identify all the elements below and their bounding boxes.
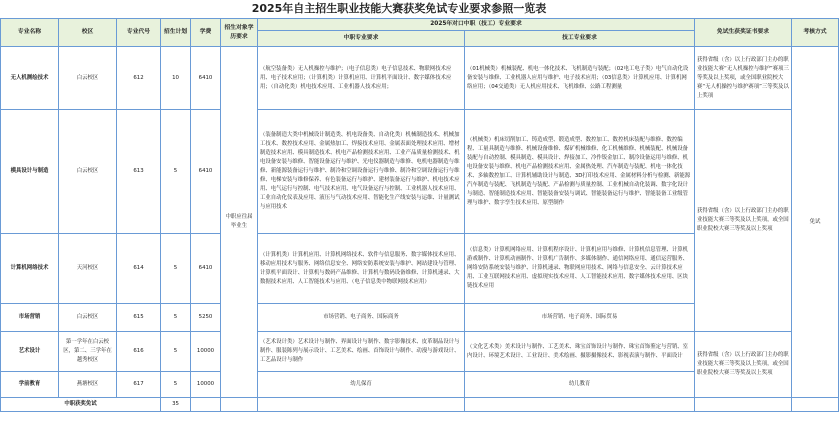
- total-label: 中职获奖免试: [1, 398, 161, 412]
- zhongzhi-cell: （计算机类）计算机应用、计算机网络技术、软件与信息服务、数字媒体技术应用、移动应用技术与服务、网络信息安全、网络安防系统安装与维护、网站建设与管理、计算机平面设计、计算机与数码产品维修、计算机与数码设备维修、计算机速录、大数据技术应用、人工智能技术与应用、（电子信息类中物联网技术应用）: [258, 234, 465, 304]
- header-edu: 招生对象学历要求: [221, 19, 258, 47]
- campus-cell: 燕塘校区: [59, 372, 117, 398]
- zhongzhi-cell: 市场营销、电子商务、国际商务: [258, 304, 465, 332]
- header-zhongzhi: 中职专业要求: [258, 31, 465, 47]
- cert-cell: 获得省级（含）以上行政部门主办的职业技能大赛“无人机操控与维护”赛项三等奖及以上奖项，或全国职业院校大赛“无人机操控与维护赛项”三等奖及以上奖项: [695, 47, 792, 110]
- header-fee: 学费: [191, 19, 221, 47]
- code-cell: 615: [117, 304, 161, 332]
- major-cell: 模具设计与制造: [1, 110, 59, 234]
- jigong-cell: （机械类）机床切削加工、铸造成型、锻造成型、数控加工、数控机床装配与维修、数控编程、工量具制造与维修、机械设备维修、煤矿机械维修、化工机械维修、机械装配、机械设备装配与自动控制、模具制造、模具设计、焊接加工、冷作钣金加工、制冷设备运用与维修、机电设备安装与维修、机电产品检测技术应用、金属热处理、汽车制造与装配、机电一体化技术、多轴数控加工、计算机辅助设计与制造、3D打印技术应用、金属材料分析与检测、新能源汽车制造与装配、飞机制造与装配、产品检测与质量控制、工业机械自动化装调、数字化设计与制造、智能制造技术应用、智能装备安装与调试、智能装备运行与维护、智能装备工业级管理与维护、数字孪生技术应用、原型制作: [465, 110, 695, 234]
- header-code: 专业代号: [117, 19, 161, 47]
- empty-cell: [221, 398, 258, 412]
- table-row: [1, 47, 839, 110]
- zhongzhi-cell: （航空装备类）无人机操控与维护；（电子信息类）电子信息技术、物联网技术应用、电子技术应用；（计算机类）计算机应用、计算机平面设计、数字媒体技术应用；（自动化类）机电技术应用、工业机器人技术应用；: [258, 47, 465, 110]
- major-cell: 无人机测绘技术: [1, 47, 59, 110]
- fee-cell: 6410: [191, 47, 221, 110]
- edu-cell: 中职应往届毕业生: [221, 47, 258, 398]
- table-row: [1, 332, 839, 372]
- table-row: [1, 110, 839, 234]
- header-group: 2025年对口中职（技工）专业要求: [258, 19, 695, 31]
- cert-cell: 获得省级（含）以上行政部门主办的职业技能大赛三等奖及以上奖项，或全国职业院校大赛三等奖及以上奖项: [695, 332, 792, 398]
- header-campus: 校区: [59, 19, 117, 47]
- jigong-cell: 市场营销、电子商务、国际贸易: [465, 304, 695, 332]
- plan-cell: 5: [161, 110, 191, 234]
- major-cell: 计算机网络技术: [1, 234, 59, 304]
- header-cert: 免试生获奖证书要求: [695, 19, 792, 47]
- plan-cell: 10: [161, 47, 191, 110]
- fee-cell: 10000: [191, 372, 221, 398]
- campus-cell: 白云校区: [59, 47, 117, 110]
- campus-cell: 第一学年在白云校区，第二、三学年在越秀校区: [59, 332, 117, 372]
- fee-cell: 10000: [191, 332, 221, 372]
- page-title: 2025年自主招生职业技能大赛获奖免试专业要求参照一览表: [251, 2, 547, 15]
- header-plan: 招生计划: [161, 19, 191, 47]
- zhongzhi-cell: （艺术设计类）艺术设计与制作、界面设计与制作、数字影像技术、皮革制品设计与制作、服装陈列与展示设计、工艺美术、绘画、首饰设计与制作、动漫与游戏设计、工艺品设计与制作: [258, 332, 465, 372]
- jigong-cell: （信息类）计算机网络应用、计算机程序设计、计算机应用与维修、计算机信息管理、计算机游戏制作、计算机动画制作、计算机广告制作、多媒体制作、通信网络应用、通信运营服务、网络安防系统安装与维护、计算机速录、物联网应用技术、网络与信息安全、云计算技术应用、工业互联网技术应用、虚拟现实技术应用、人工智能技术应用、数字媒体技术应用、区块链技术应用: [465, 234, 695, 304]
- empty-cell: [695, 398, 792, 412]
- plan-cell: 5: [161, 304, 191, 332]
- requirements-table: [0, 18, 839, 412]
- zhongzhi-cell: （装备制造大类中机械设计制造类、机电设备类、自动化类）机械制造技术、机械加工技术、数控技术应用、金属热加工、焊接技术应用、金属表面处理技术应用、增材制造技术应用、模具制造技术、机电产品检测技术应用、工业产品质量检测技术、机电设备安装与维修、智能设备运行与维护、光电仪器制造与维修、电机电器制造与维修、新能源装备运行与维护、制冷和空调设备运行与维修、制冷和空调设备运行与维修、电梯安装与维修保养、有色装备运行与维护、建材装备运行与维护、机电技术应用、电气运行与控制、电气技术应用、电气设备运行与控制、工业机器人技术应用、工业自动化仪表及应用、液压与气动技术应用、智能化生产线安装与运维、计量测试与应用技术: [258, 110, 465, 234]
- code-cell: 617: [117, 372, 161, 398]
- campus-cell: 天河校区: [59, 234, 117, 304]
- header-exam: 考核方式: [792, 19, 839, 47]
- jigong-cell: （文化艺术类）美术设计与制作、工艺美术、珠宝首饰设计与制作、珠宝首饰鉴定与营销、室内设计、环境艺术设计、工业设计、美术绘画、摄影摄像技术、影视表演与制作、平面设计: [465, 332, 695, 372]
- fee-cell: 6410: [191, 110, 221, 234]
- major-cell: 市场营销: [1, 304, 59, 332]
- total-row: [1, 398, 839, 412]
- fee-cell: 6410: [191, 234, 221, 304]
- cert-cell: 获得省级（含）以上行政部门主办的职业技能大赛三等奖及以上奖项，或全国职业院校大赛三等奖及以上奖项: [695, 110, 792, 332]
- jigong-cell: （01机械类）机械装配、机电一体化技术、飞机制造与装配；（02电工电子类）电气自动化设备安装与维修、工业机器人应用与维护、电子技术应用；（03信息类）计算机应用、计算机网络应用；（04交通类）无人机应用技术、飞机维修、公路工程测量: [465, 47, 695, 110]
- plan-cell: 5: [161, 372, 191, 398]
- fee-cell: 5250: [191, 304, 221, 332]
- plan-cell: 5: [161, 332, 191, 372]
- code-cell: 616: [117, 332, 161, 372]
- jigong-cell: 幼儿教育: [465, 372, 695, 398]
- plan-cell: 5: [161, 234, 191, 304]
- empty-cell: [465, 398, 695, 412]
- header-major: 专业名称: [1, 19, 59, 47]
- code-cell: 612: [117, 47, 161, 110]
- zhongzhi-cell: 幼儿保育: [258, 372, 465, 398]
- major-cell: 艺术设计: [1, 332, 59, 372]
- code-cell: 613: [117, 110, 161, 234]
- campus-cell: 白云校区: [59, 110, 117, 234]
- total-value: 35: [161, 398, 191, 412]
- empty-cell: [191, 398, 221, 412]
- campus-cell: 白云校区: [59, 304, 117, 332]
- major-cell: 学前教育: [1, 372, 59, 398]
- code-cell: 614: [117, 234, 161, 304]
- header-jigong: 技工专业要求: [465, 31, 695, 47]
- empty-cell: [792, 398, 839, 412]
- exam-cell: 免试: [792, 47, 839, 398]
- empty-cell: [258, 398, 465, 412]
